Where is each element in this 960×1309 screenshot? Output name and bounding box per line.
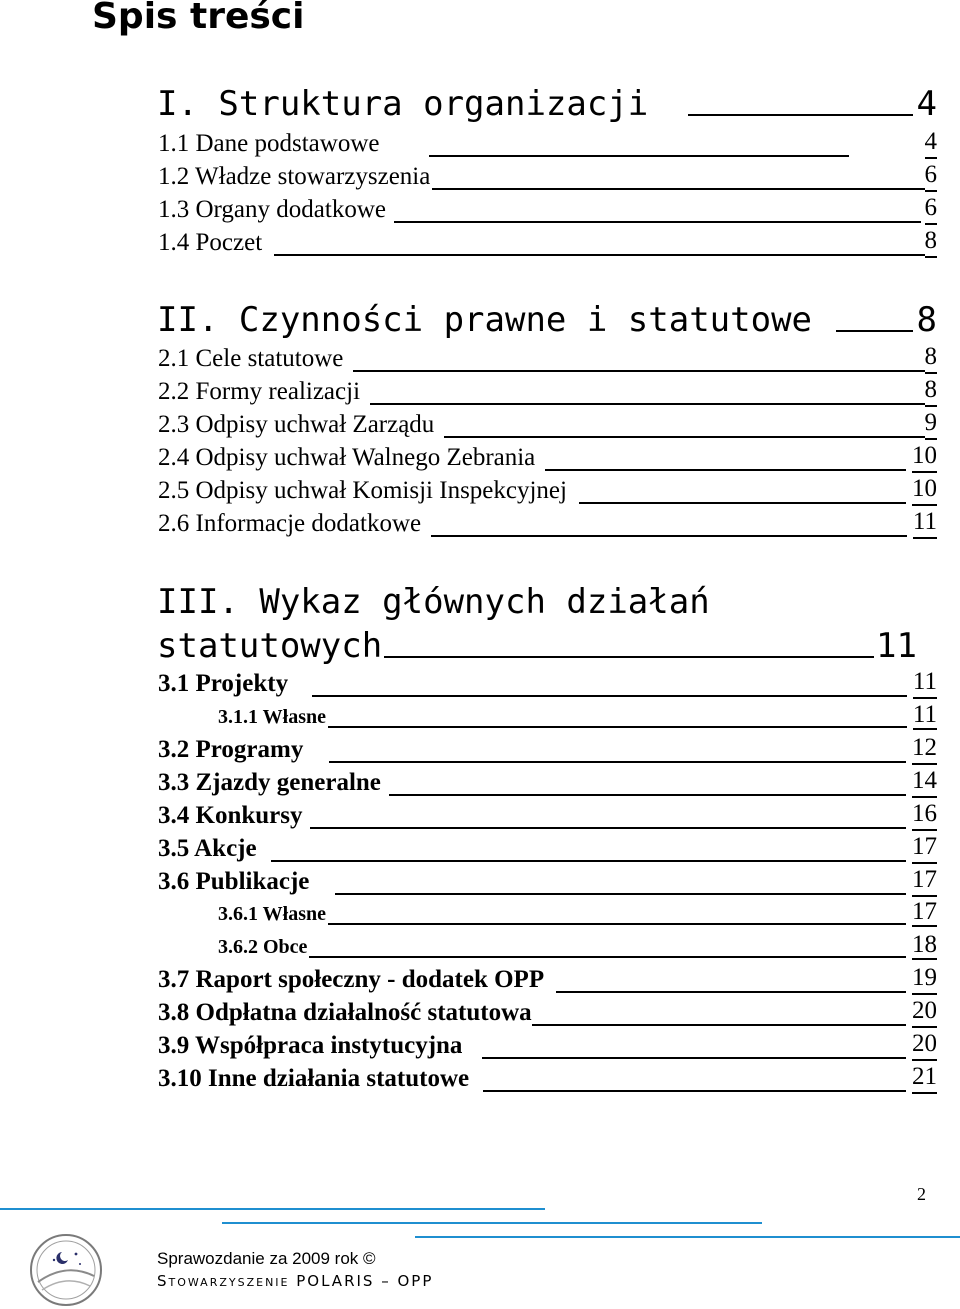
toc-leader-line — [545, 469, 906, 471]
toc-leader-line — [370, 403, 924, 405]
toc-leader-line — [394, 221, 921, 223]
toc-leader-line — [579, 502, 906, 504]
toc-page-number: 17 — [912, 832, 937, 864]
page-title: Spis treści — [92, 0, 305, 37]
toc-page-number: 11 — [913, 507, 937, 539]
toc-leader-line — [329, 761, 906, 763]
toc-item-2-1[interactable] — [158, 342, 937, 374]
toc-item-3-2[interactable] — [158, 733, 937, 765]
toc-page-number: 16 — [912, 799, 937, 831]
toc-item-label: 2.4 Odpisy uchwał Walnego Zebrania — [158, 444, 536, 471]
toc-page-number: 11 — [876, 626, 917, 666]
toc-leader-line — [384, 656, 874, 658]
toc-item-3-1[interactable] — [158, 667, 937, 699]
toc-item-2-3[interactable] — [158, 408, 937, 440]
toc-page-number: 8 — [925, 375, 938, 407]
footer-report-line: Sprawozdanie za 2009 rok © — [157, 1249, 376, 1268]
toc-leader-line — [483, 1090, 906, 1092]
toc-item-label: 3.8 Odpłatna działalność statutowa — [158, 999, 532, 1026]
page-number: 2 — [917, 1184, 926, 1204]
toc-item-3-4[interactable] — [158, 799, 937, 831]
footer-divider — [222, 1222, 762, 1224]
toc-item-label: 2.1 Cele statutowe — [158, 345, 344, 372]
toc-item-label: 3.5 Akcje — [158, 835, 257, 862]
toc-item-3-7[interactable] — [158, 963, 937, 995]
toc-leader-line — [335, 893, 906, 895]
toc-page-number: 17 — [912, 865, 937, 897]
toc-item-label: 1.2 Władze stowarzyszenia — [158, 163, 431, 190]
toc-page-number: 8 — [916, 300, 937, 340]
toc-heading-label-line2: statutowych — [157, 626, 383, 666]
toc-item-label: 3.4 Konkursy — [158, 802, 303, 829]
toc-leader-line — [532, 1024, 906, 1026]
toc-page-number: 14 — [912, 766, 937, 798]
toc-page-number: 20 — [912, 1029, 937, 1061]
toc-item-label: 3.6 Publikacje — [158, 868, 310, 895]
toc-item-2-6[interactable] — [158, 507, 937, 539]
toc-heading-label-line1: III. Wykaz głównych działań — [157, 582, 710, 622]
toc-item-label: 3.6.2 Obce — [218, 936, 308, 958]
toc-page-number: 8 — [925, 226, 938, 258]
toc-item-label: 3.1.1 Własne — [218, 706, 326, 728]
toc-item-3-6-2[interactable] — [218, 932, 937, 960]
toc-page-number: 11 — [912, 701, 937, 728]
toc-item-3-8[interactable] — [158, 996, 937, 1028]
toc-item-label: 1.3 Organy dodatkowe — [158, 196, 386, 223]
toc-item-label: 3.6.1 Własne — [218, 903, 326, 925]
toc-item-label: 3.9 Współpraca instytucyjna — [158, 1032, 463, 1059]
toc-item-3-5[interactable] — [158, 832, 937, 864]
toc-item-label: 2.3 Odpisy uchwał Zarządu — [158, 411, 435, 438]
toc-page-number: 11 — [913, 667, 937, 699]
toc-page-number: 4 — [916, 84, 937, 124]
toc-page-number: 10 — [912, 474, 937, 506]
toc-page-number: 9 — [925, 408, 938, 440]
toc-leader-line — [688, 114, 912, 116]
toc-item-3-6-1[interactable] — [218, 899, 937, 927]
toc-page-number: 12 — [912, 733, 937, 765]
toc-leader-line — [310, 827, 906, 829]
toc-item-3-1-1[interactable] — [218, 702, 937, 730]
toc-page-number: 10 — [912, 441, 937, 473]
toc-leader-line — [328, 726, 907, 728]
toc-item-label: 3.2 Programy — [158, 736, 304, 763]
toc-item-2-4[interactable] — [158, 441, 937, 473]
toc-item-3-10[interactable] — [158, 1062, 937, 1094]
toc-item-label: 3.7 Raport społeczny - dodatek OPP — [158, 966, 545, 993]
toc-item-label: 2.5 Odpisy uchwał Komisji Inspekcyjnej — [158, 477, 567, 504]
toc-leader-line — [556, 991, 906, 993]
toc-heading-section-3[interactable] — [157, 580, 917, 668]
toc-leader-line — [482, 1057, 906, 1059]
toc-leader-line — [431, 535, 907, 537]
toc-heading-label: I. Struktura organizacji — [157, 84, 649, 124]
toc-item-1-4[interactable] — [158, 226, 937, 258]
toc-item-1-1[interactable] — [158, 127, 937, 159]
footer-divider — [415, 1236, 960, 1238]
toc-page-number: 17 — [912, 898, 937, 925]
footer-organization: Stowarzyszenie POLARIS – OPP — [157, 1272, 434, 1290]
toc-page-number: 6 — [925, 193, 938, 225]
toc-leader-line — [309, 956, 906, 958]
toc-item-label: 3.10 Inne działania statutowe — [158, 1065, 470, 1092]
toc-page-number: 19 — [912, 963, 937, 995]
toc-item-3-3[interactable] — [158, 766, 937, 798]
toc-item-1-2[interactable] — [158, 160, 937, 192]
toc-leader-line — [353, 370, 924, 372]
toc-heading-section-2[interactable] — [157, 300, 937, 340]
toc-item-2-5[interactable] — [158, 474, 937, 506]
toc-heading-section-1[interactable] — [157, 84, 937, 124]
toc-item-3-6[interactable] — [158, 865, 937, 897]
toc-item-2-2[interactable] — [158, 375, 937, 407]
toc-item-label: 1.1 Dane podstawowe — [158, 130, 380, 157]
toc-leader-line — [836, 330, 912, 332]
toc-leader-line — [444, 436, 924, 438]
toc-leader-line — [274, 254, 924, 256]
toc-page-number: 18 — [912, 931, 937, 958]
toc-heading-label: II. Czynności prawne i statutowe — [157, 300, 813, 340]
toc-page-number: 21 — [912, 1062, 937, 1094]
toc-item-label: 2.2 Formy realizacji — [158, 378, 361, 405]
polaris-logo-icon — [28, 1232, 104, 1308]
toc-leader-line — [429, 155, 849, 157]
toc-page-number: 8 — [925, 342, 938, 374]
toc-item-3-9[interactable] — [158, 1029, 937, 1061]
toc-item-label: 1.4 Poczet — [158, 229, 263, 256]
toc-leader-line — [389, 794, 906, 796]
toc-leader-line — [328, 923, 906, 925]
toc-leader-line — [271, 860, 906, 862]
footer-divider — [0, 1208, 545, 1210]
toc-item-label: 3.1 Projekty — [158, 670, 289, 697]
toc-leader-line — [312, 695, 907, 697]
toc-page-number: 4 — [925, 127, 938, 159]
toc-item-label: 3.3 Zjazdy generalne — [158, 769, 381, 796]
toc-page-number: 20 — [912, 996, 937, 1028]
toc-item-1-3[interactable] — [158, 193, 937, 225]
toc-page-number: 6 — [925, 160, 938, 192]
toc-item-label: 2.6 Informacje dodatkowe — [158, 510, 422, 537]
toc-leader-line — [432, 188, 924, 190]
